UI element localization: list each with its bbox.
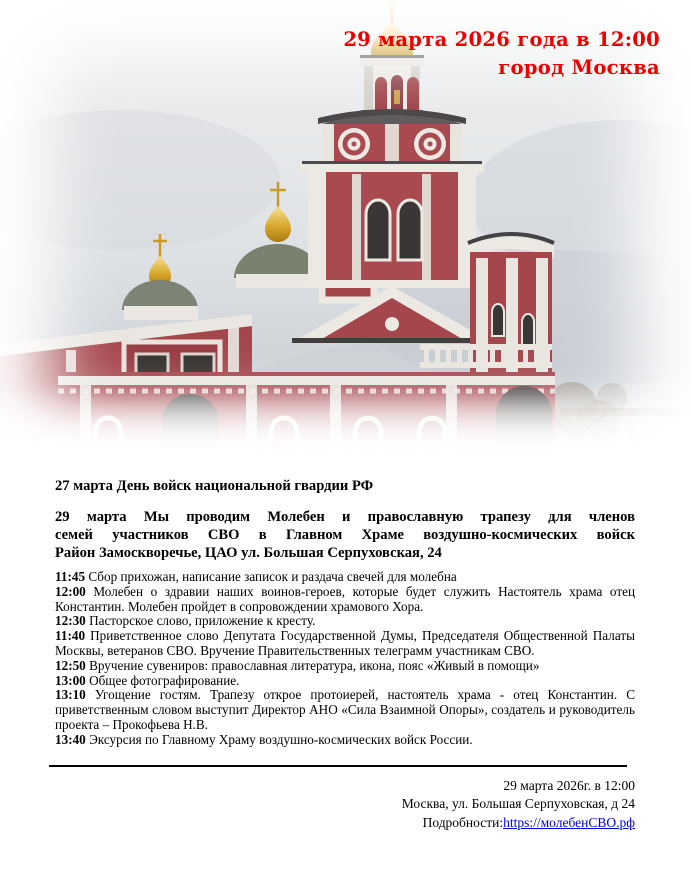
event-date-line: 29 марта 2026 года в 12:00: [343, 28, 660, 51]
intro-paragraph: [55, 508, 635, 562]
schedule-item: [55, 674, 635, 689]
schedule-item: [55, 688, 635, 732]
details-label: Подробности:: [422, 814, 504, 830]
schedule-time: 13:10: [55, 687, 86, 703]
schedule-text: Угощение гостям. Трапезу открое протоиерей, настоятель храма - отец Константин. С приветственным словом выступит Директор АНО «Сила Взаимной Опоры», создатель и руководитель проекта – Прокофьева Н.В.: [55, 687, 635, 732]
schedule-text: Пасторское слово, приложение к кресту.: [89, 613, 316, 629]
schedule-item: [55, 659, 635, 674]
footer-date: 29 марта 2026г. в 12:00: [503, 777, 635, 793]
divider: [49, 765, 627, 767]
schedule-list: [55, 570, 635, 748]
schedule-text: Общее фотографирование.: [89, 672, 240, 688]
schedule-time: 13:40: [55, 731, 86, 747]
photo-bottom-fade: [0, 395, 690, 470]
schedule-text: Молебен о здравии наших воинов-героев, которые будет служить Настоятель храма отец Константин. Молебен пройдет в сопровождении храмового Хора.: [55, 583, 635, 614]
schedule-text: Эксурсия по Главному Храму воздушно-космических войск России.: [89, 731, 473, 747]
schedule-text: Сбор прихожан, написание записок и раздача свечей для молебна: [88, 569, 457, 584]
schedule-item: [55, 585, 635, 615]
event-date-overlay: [343, 26, 660, 82]
intro-line: Район Замоскворечье, ЦАО ул. Большая Серпуховская, 24: [55, 545, 442, 561]
schedule-item: [55, 614, 635, 629]
intro-line: 29 марта Мы проводим Молебен и православную трапезу для членов: [55, 509, 635, 525]
footer-address: Москва, ул. Большая Серпуховская, д 24: [401, 796, 635, 812]
schedule-item: [55, 733, 635, 748]
details-link[interactable]: https://молебенСВО.рф: [503, 814, 635, 830]
schedule-time: 12:50: [55, 657, 86, 673]
schedule-time: 11:45: [55, 569, 86, 584]
schedule-time: 12:30: [55, 613, 86, 629]
schedule-item: [55, 570, 635, 585]
schedule-time: 12:00: [55, 583, 86, 599]
schedule-text: Приветственное слово Депутата Государственной Думы, Председателя Общественной Палаты Москвы, ветеранов СВО. Вручение Правительственных телеграмм участникам СВО.: [55, 628, 635, 658]
flyer-body: [0, 478, 690, 832]
schedule-text: Вручение сувениров: православная литература, икона, пояс «Живый в помощи»: [89, 657, 540, 673]
event-city-line: город Москва: [498, 56, 660, 79]
schedule-item: [55, 629, 635, 659]
page-title: 27 марта День войск национальной гвардии РФ: [55, 478, 374, 494]
intro-line: семей участников СВО в Главном Храме воздушно-космических войск: [55, 527, 635, 543]
schedule-time: 13:00: [55, 672, 86, 688]
footer-details: [55, 814, 635, 833]
schedule-time: 11:40: [55, 628, 86, 644]
footer: [55, 777, 635, 833]
